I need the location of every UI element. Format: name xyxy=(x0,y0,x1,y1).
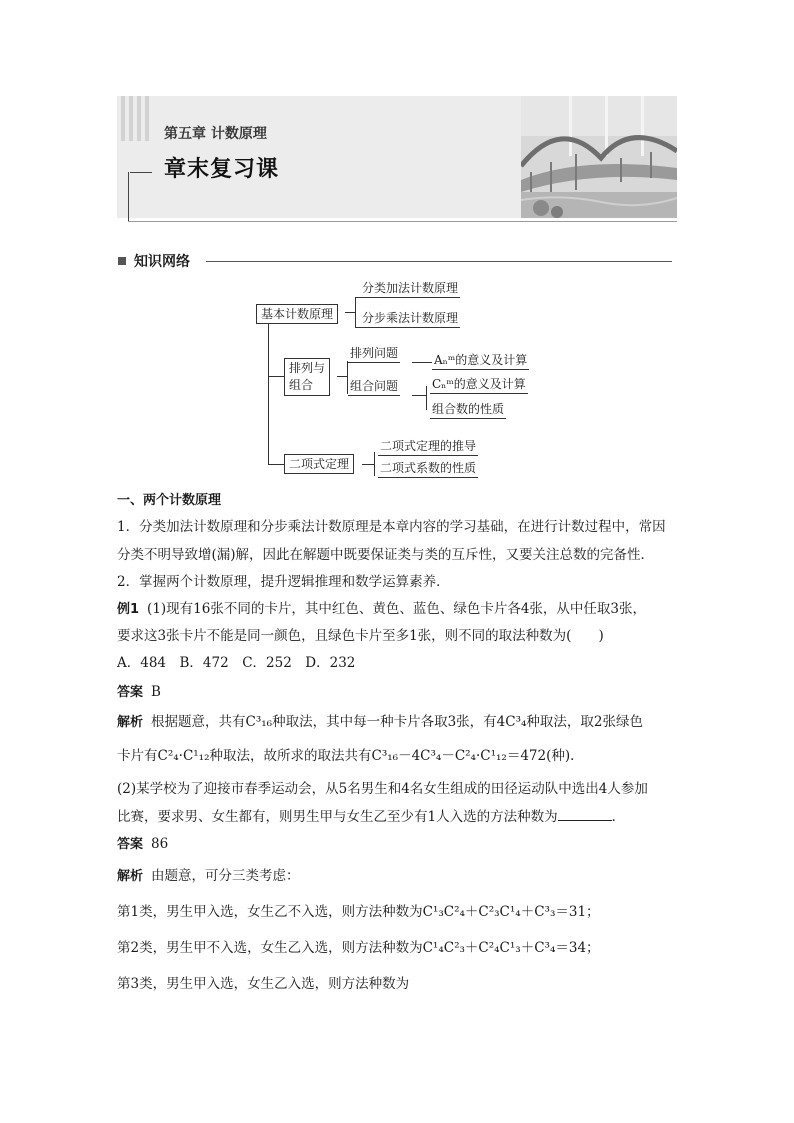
answer-label: 答案 xyxy=(117,837,144,852)
case-1: 第1类，男生甲入选，女生乙不入选，则方法种数为C¹₃C²₄＋C²₃C¹₄＋C³₃＝31； xyxy=(117,904,600,920)
paragraph-1-line2: 分类不明导致增(漏)解，因此在解题中既要保证类与类的互斥性，又要关注总数的完备性． xyxy=(117,547,655,563)
example-1-line1 xyxy=(117,599,646,620)
section-marker xyxy=(118,257,126,265)
connector xyxy=(345,312,355,313)
trunk-line xyxy=(268,322,269,464)
node-label-line2: 组合 xyxy=(289,378,314,392)
answer-value: 86 xyxy=(151,836,169,852)
node-permutation-problem: 排列问题 xyxy=(348,345,400,363)
analysis-label: 解析 xyxy=(117,715,144,730)
case-2: 第2类，男生甲不入选，女生乙入选，则方法种数为C¹₄C²₃＋C²₄C¹₃＋C³₄＝34； xyxy=(117,940,600,956)
connector xyxy=(268,376,284,377)
connector xyxy=(268,464,284,465)
analysis-text: 根据题意，共有C³₁₆种取法，其中每一种卡片各取3张，有4C³₄种取法，取2张绿色 xyxy=(151,714,644,730)
node-combination-properties: 组合数的性质 xyxy=(430,401,506,419)
example-1-text: (1)现有16张不同的卡片，其中红色、黄色、蓝色、绿色卡片各4张，从中任取3张， xyxy=(147,601,647,617)
chapter-label: 第五章 计数原理 xyxy=(164,126,267,142)
answer-label: 答案 xyxy=(117,685,144,700)
page-title: 章末复习课 xyxy=(164,157,280,182)
banner-rule-bottom xyxy=(128,221,677,222)
example-2-analysis xyxy=(117,866,300,887)
paragraph-1-line1: 1．分类加法计数原理和分步乘法计数原理是本章内容的学习基础，在进行计数过程中，常因 xyxy=(117,519,666,535)
node-multiplication-principle: 分步乘法计数原理 xyxy=(360,310,460,328)
bridge-photo xyxy=(521,96,677,218)
node-binomial-derivation: 二项式定理的推导 xyxy=(378,438,478,456)
example-label: 例1 xyxy=(117,602,140,617)
node-label-line1: 排列与 xyxy=(289,361,326,375)
example-1-line2: 要求这3张卡片不能是同一颜色，且绿色卡片至多1张，则不同的取法种数为( ) xyxy=(117,628,604,644)
example-1-analysis-line2: 卡片有C²₄·C¹₁₂种取法，故所求的取法共有C³₁₆－4C³₄－C²₄·C¹₁₂＝472(种)． xyxy=(117,748,584,764)
connector xyxy=(362,464,374,465)
case-3: 第3类，男生甲入选，女生乙入选，则方法种数为 xyxy=(117,976,410,992)
node-arrangement-meaning: Aₙᵐ的意义及计算 xyxy=(432,352,529,370)
example-2-line2 xyxy=(117,806,625,827)
banner-stripes xyxy=(117,96,153,141)
connector xyxy=(412,362,432,363)
heading-two-principles: 一、两个计数原理 xyxy=(117,493,222,508)
node-binomial-theorem: 二项式定理 xyxy=(284,454,354,474)
analysis-label: 解析 xyxy=(117,869,144,884)
banner-rule-vertical xyxy=(128,172,129,221)
example-1-analysis-line1 xyxy=(117,712,643,733)
connector xyxy=(426,386,427,410)
answer-value: B xyxy=(151,684,161,700)
example-2-line1: (2)某学校为了迎接市春季运动会，从5名男生和4名女生组成的田径运动队中选出4人参加 xyxy=(117,781,648,797)
node-binomial-coefficient-properties: 二项式系数的性质 xyxy=(378,460,478,478)
connector xyxy=(412,395,426,396)
section-rule xyxy=(206,261,672,262)
answer-blank xyxy=(558,806,612,821)
node-permutation-combination xyxy=(284,358,330,396)
connector xyxy=(374,452,375,476)
node-combination-meaning: Cₙᵐ的意义及计算 xyxy=(430,376,528,394)
example-1-options: A．484 B．472 C．252 D．232 xyxy=(117,655,356,671)
node-basic-counting: 基本计数原理 xyxy=(256,304,338,324)
node-addition-principle: 分类加法计数原理 xyxy=(360,280,460,298)
sentence-end: ． xyxy=(611,809,626,825)
example-1-answer xyxy=(117,682,161,703)
connector xyxy=(337,376,347,377)
example-2-text: 比赛，要求男、女生都有，则男生甲与女生乙至少有1人入选的方法种数为 xyxy=(117,809,558,825)
paragraph-2: 2．掌握两个计数原理，提升逻辑推理和数学运算素养． xyxy=(117,574,450,590)
example-2-answer xyxy=(117,834,168,855)
banner-rule xyxy=(130,172,152,173)
node-combination-problem: 组合问题 xyxy=(348,378,400,396)
knowledge-network-diagram xyxy=(240,276,540,482)
section-title: 知识网络 xyxy=(134,254,190,270)
connector xyxy=(355,297,356,327)
analysis-text: 由题意，可分三类考虑： xyxy=(151,868,300,884)
